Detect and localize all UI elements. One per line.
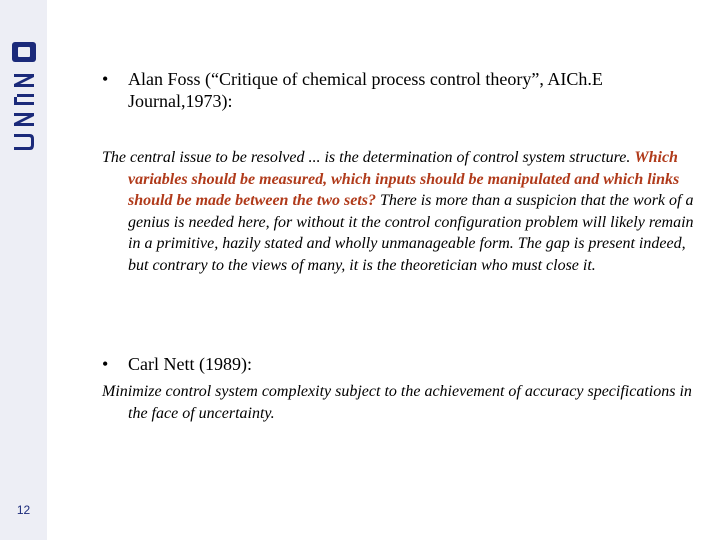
ntnu-logo bbox=[8, 40, 40, 170]
nett-quote: Minimize control system complexity subject to the achievement of accuracy specifications in the face of uncertainty. bbox=[102, 383, 692, 422]
foss-quote-highlight: Which variables should be measured, which inputs should be manipulated and which links should be made between the two sets? bbox=[128, 149, 680, 209]
bullet-text: Alan Foss (“Critique of chemical process control theory”, AICh.E Journal,1973): bbox=[128, 69, 603, 111]
foss-quote bbox=[102, 147, 698, 276]
bullet-marker: • bbox=[102, 354, 109, 374]
page-number: 12 bbox=[16, 503, 31, 517]
foss-quote-rest: There is more than a suspicion that the work of a genius is needed here, for without it the control configuration problem will likely remain in a primitive, hazily stated and wholly unmanageable form. The gap is present indeed, but contrary to the views of many, it is the theoretician who must close it. bbox=[128, 192, 694, 274]
sidebar bbox=[0, 0, 47, 540]
bullet-text: Carl Nett (1989): bbox=[128, 354, 252, 374]
bullet-marker: • bbox=[102, 69, 109, 89]
foss-quote-intro: The central issue to be resolved ... is the determination of control system structure. bbox=[102, 149, 635, 166]
